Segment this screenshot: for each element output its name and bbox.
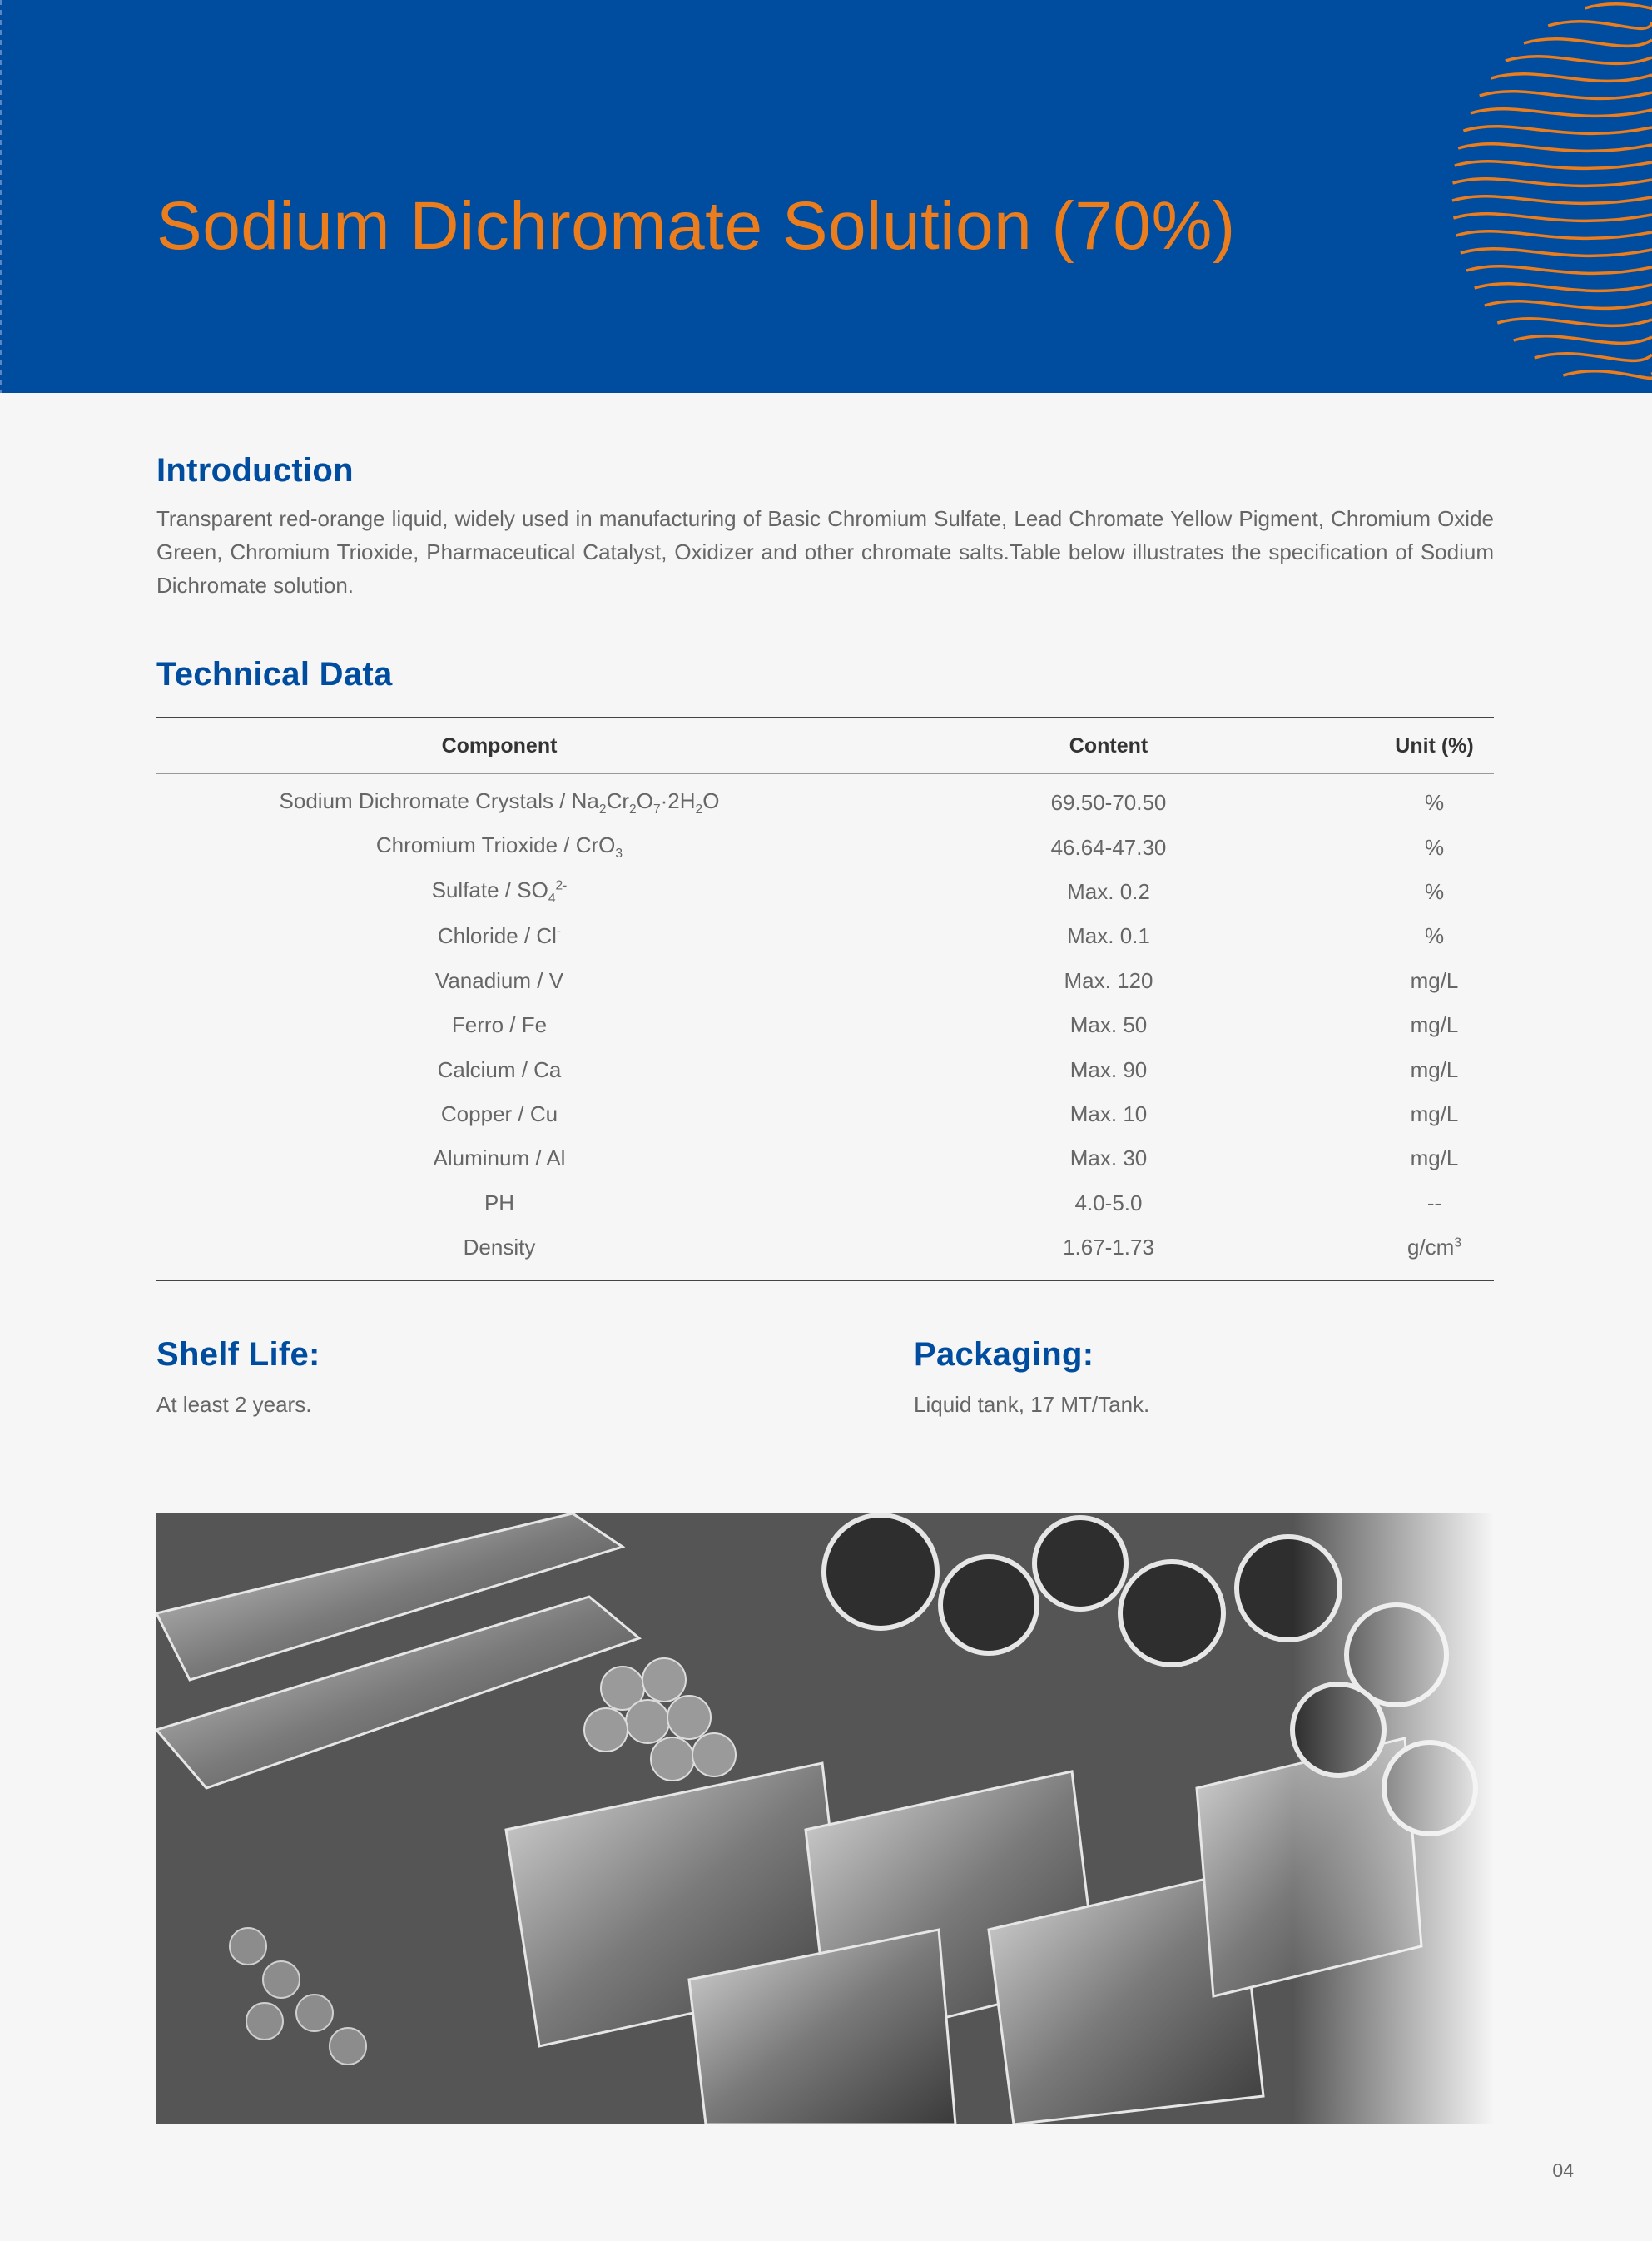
unit-cell: -- — [1426, 1190, 1442, 1215]
page-title: Sodium Dichromate Solution (70%) — [156, 188, 1236, 264]
content-cell: 1.67-1.73 — [1063, 1235, 1154, 1260]
wave-line — [1466, 266, 1652, 274]
content-cell: 4.0-5.0 — [1074, 1190, 1143, 1215]
column-header-component: Component — [156, 718, 842, 774]
unit-cell: mg/L — [1410, 1056, 1459, 1082]
table-row — [156, 914, 1494, 958]
shelf-life-text: At least 2 years. — [156, 1392, 312, 1417]
header-banner — [0, 0, 1652, 393]
content-cell: Max. 30 — [1069, 1145, 1148, 1171]
wave-line — [1535, 354, 1652, 361]
wave-line — [1463, 127, 1652, 134]
unit-cell: % — [1424, 878, 1445, 904]
wave-line — [1471, 109, 1652, 117]
unit-cell: mg/L — [1410, 1145, 1459, 1171]
unit-cell: mg/L — [1410, 1012, 1459, 1038]
wave-line — [1456, 231, 1652, 239]
introduction-text: Transparent red-orange liquid, widely used in manufacturing of Basic Chromium Sulfate, Lead Chromate Yellow Pigment, Chromium Oxide Green, Chromium Trioxide, Pharmaceutical Catalyst, Oxidizer and other chromate salts.Table below illustrates the specification of Sodium Dichromate solution. — [156, 506, 1494, 598]
wave-line — [1506, 57, 1652, 64]
wave-line — [1458, 144, 1652, 152]
content-cell: Max. 0.1 — [1067, 923, 1150, 949]
header-edge-dashes — [0, 0, 2, 393]
content-cell: Max. 90 — [1069, 1056, 1148, 1082]
component-cell: Aluminum / Al — [433, 1145, 566, 1171]
content-cell: Max. 50 — [1069, 1012, 1148, 1038]
column-header-unit: Unit (%) — [1375, 718, 1494, 774]
component-cell: Chloride / Cl- — [437, 923, 562, 949]
packaging-text: Liquid tank, 17 MT/Tank. — [914, 1392, 1150, 1417]
wave-line — [1563, 371, 1652, 379]
component-cell: Calcium / Ca — [437, 1056, 562, 1082]
table-row — [156, 1181, 1494, 1225]
wave-line — [1524, 39, 1652, 47]
table-row — [156, 1047, 1494, 1091]
wave-line — [1455, 161, 1652, 169]
content-cell: Max. 10 — [1069, 1101, 1148, 1126]
technical-data-table — [156, 717, 1494, 1281]
table-row — [156, 1136, 1494, 1180]
introduction-heading: Introduction — [156, 452, 354, 489]
component-cell: Sulfate / $SO_4^{2-}$ — [431, 877, 568, 907]
unit-cell: mg/L — [1410, 967, 1459, 993]
technical-data-heading: Technical Data — [156, 656, 393, 693]
wave-line — [1452, 196, 1652, 204]
table-row — [156, 1225, 1494, 1280]
unit-cell: % — [1424, 790, 1445, 816]
unit-cell: $g/cm^3$ — [1406, 1235, 1462, 1260]
wave-line — [1475, 284, 1652, 291]
wave-line — [1491, 74, 1652, 82]
content-cell: Max. 120 — [1064, 967, 1153, 993]
metal-pipes-photo — [156, 1513, 1494, 2124]
page-number: 04 — [1552, 2159, 1574, 2181]
wave-line — [1480, 92, 1652, 99]
unit-cell: % — [1424, 923, 1445, 949]
wave-line — [1514, 336, 1652, 344]
wave-lines-decoration — [1402, 0, 1652, 393]
table-row — [156, 774, 1494, 826]
table-row — [156, 1003, 1494, 1047]
shelf-life-heading: Shelf Life: — [156, 1336, 320, 1373]
content-cell: Max. 0.2 — [1067, 878, 1150, 904]
component-cell: Ferro / Fe — [451, 1012, 548, 1038]
component-cell: Copper / Cu — [440, 1101, 558, 1126]
content-cell: 46.64-47.30 — [1050, 834, 1167, 860]
component-cell: Vanadium / V — [434, 967, 564, 993]
table-row — [156, 1092, 1494, 1136]
packaging-heading: Packaging: — [914, 1336, 1094, 1373]
component-cell: Density — [463, 1235, 536, 1260]
column-header-content: Content — [842, 718, 1375, 774]
component-cell: Chromium Trioxide / CrO$_3$ — [375, 832, 623, 862]
table-header-row — [156, 718, 1494, 774]
table-row — [156, 825, 1494, 869]
wave-line — [1585, 4, 1652, 12]
wave-line — [1453, 179, 1652, 186]
table-row — [156, 959, 1494, 1003]
table-row — [156, 870, 1494, 914]
component-cell: PH — [484, 1190, 515, 1215]
component-cell: Sodium Dichromate Crystals / $Na_2Cr_2O_7\cdot 2H_2O$ — [279, 788, 720, 817]
unit-cell: % — [1424, 834, 1445, 860]
wave-line — [1485, 301, 1652, 309]
wave-line — [1548, 22, 1652, 29]
wave-line — [1497, 319, 1652, 326]
content-cell: 69.50-70.50 — [1050, 790, 1167, 816]
wave-line — [1453, 214, 1652, 221]
wave-line — [1461, 249, 1652, 256]
unit-cell: mg/L — [1410, 1101, 1459, 1126]
